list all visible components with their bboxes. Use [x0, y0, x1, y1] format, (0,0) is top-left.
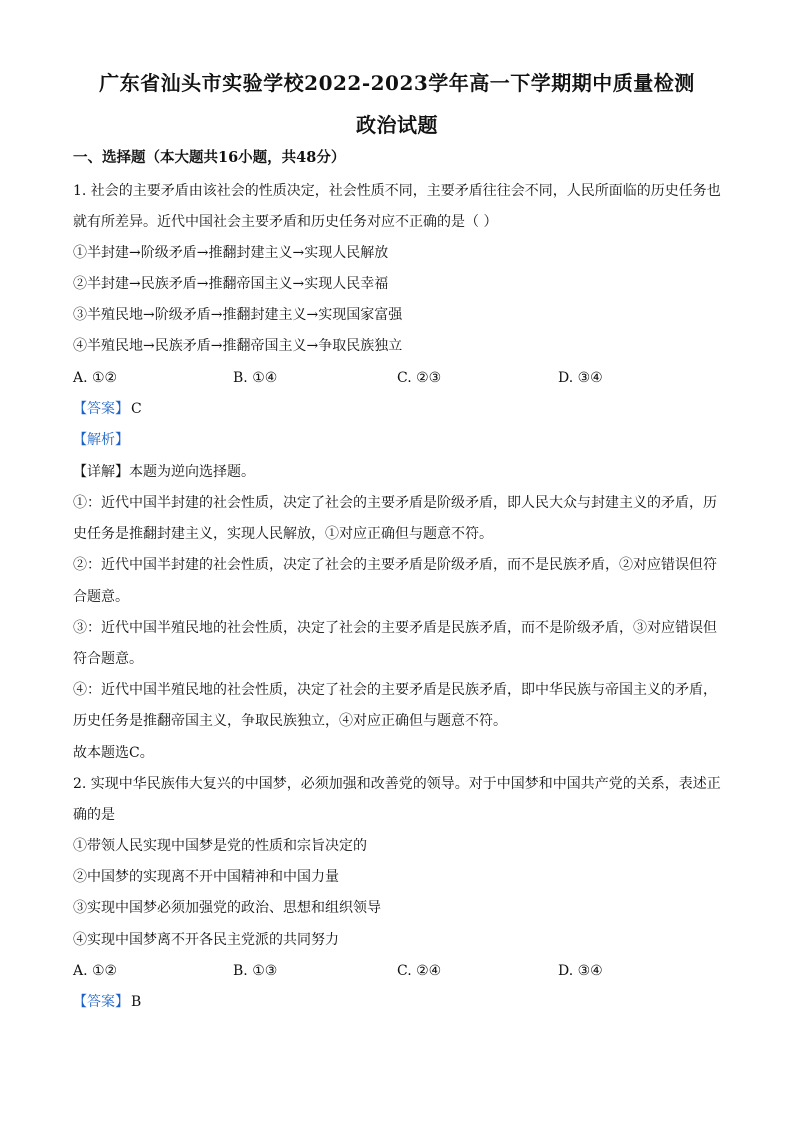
q1-item-4: ④半殖民地→民族矛盾→推翻帝国主义→争取民族独立 [73, 338, 403, 354]
q1-detail [73, 462, 723, 482]
q1-item-3: ③半殖民地→阶级矛盾→推翻封建主义→实现国家富强 [73, 307, 403, 323]
answer-tag: 【答案】 [73, 401, 129, 417]
q2-option-c: C. ②④ [397, 963, 442, 979]
q1-explanation-line: 合题意。 [73, 589, 129, 605]
q1-explanation-line: ③：近代中国半殖民地的社会性质，决定了社会的主要矛盾是民族矛盾，而不是阶级矛盾，③对应错误但 [73, 620, 717, 636]
q1-explanation-line: ④：近代中国半殖民地的社会性质，决定了社会的主要矛盾是民族矛盾，即中华民族与帝国主义的矛盾， [73, 682, 717, 698]
q2-answer [73, 992, 723, 1012]
q2-option-b: B. ①③ [233, 963, 278, 979]
q2-item-4: ④实现中国梦离不开各民主党派的共同努力 [73, 932, 339, 948]
q2-item-3: ③实现中国梦必须加强党的政治、思想和组织领导 [73, 900, 381, 916]
q1-item-2: ②半封建→民族矛盾→推翻帝国主义→实现人民幸福 [73, 276, 389, 292]
q1-answer [73, 399, 723, 419]
q1-option-c: C. ②③ [397, 370, 442, 386]
q1-stem-line-2: 就有所差异。近代中国社会主要矛盾和历史任务对应不正确的是（ ） [73, 214, 498, 230]
detail-intro: 本题为逆向选择题。 [129, 464, 255, 480]
q2-stem-line-1: 2. 实现中华民族伟大复兴的中国梦，必须加强和改善党的领导。对于中国梦和中国共产党的关系，表述正 [73, 776, 721, 792]
q1-explanation-line: ②：近代中国半封建的社会性质，决定了社会的主要矛盾是阶级矛盾，而不是民族矛盾，②对应错误但符 [73, 557, 717, 573]
detail-tag: 【详解】 [73, 464, 129, 480]
q1-explanation-line: 史任务是推翻封建主义，实现人民解放，①对应正确但与题意不符。 [73, 526, 493, 542]
section-heading: 一、选择题（本大题共16小题，共48分） [73, 149, 346, 166]
q1-option-b: B. ①④ [233, 370, 278, 386]
document-title: 广东省汕头市实验学校2022-2023学年高一下学期期中质量检测 [99, 71, 695, 95]
q1-analysis [73, 430, 723, 450]
q1-conclusion: 故本题选C。 [73, 745, 154, 761]
q2-item-1: ①带领人民实现中国梦是党的性质和宗旨决定的 [73, 838, 367, 854]
q1-explanation-line: ①：近代中国半封建的社会性质，决定了社会的主要矛盾是阶级矛盾，即人民大众与封建主义的矛盾，历 [73, 495, 717, 511]
q1-item-1: ①半封建→阶级矛盾→推翻封建主义→实现人民解放 [73, 245, 389, 261]
answer-value: C [131, 401, 142, 417]
q1-explanation-line: 符合题意。 [73, 651, 143, 667]
document-subtitle: 政治试题 [356, 113, 438, 137]
q1-explanation-line: 历史任务是推翻帝国主义，争取民族独立，④对应正确但与题意不符。 [73, 713, 507, 729]
analysis-tag: 【解析】 [73, 432, 129, 448]
answer-value: B [131, 994, 142, 1010]
q2-item-2: ②中国梦的实现离不开中国精神和中国力量 [73, 869, 339, 885]
q2-stem-line-2: 确的是 [73, 807, 115, 823]
q1-option-a: A. ①② [73, 370, 118, 386]
q2-option-a: A. ①② [73, 963, 118, 979]
q1-option-d: D. ③④ [558, 370, 603, 386]
q2-option-d: D. ③④ [558, 963, 603, 979]
q1-stem-line-1: 1. 社会的主要矛盾由该社会的性质决定，社会性质不同，主要矛盾往往会不同，人民所面临的历史任务也 [73, 183, 721, 199]
answer-tag: 【答案】 [73, 994, 129, 1010]
